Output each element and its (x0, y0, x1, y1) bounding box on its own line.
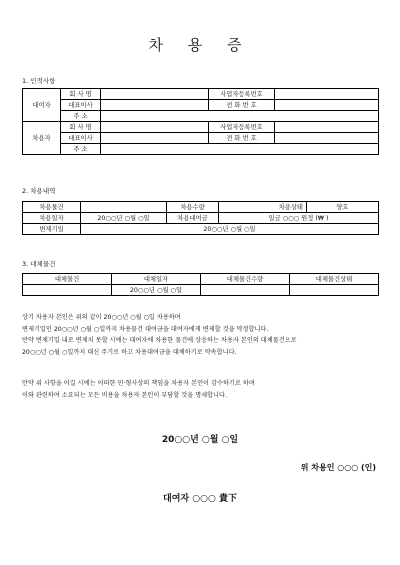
lender-bizno-label: 사업자등록번호 (209, 89, 275, 100)
borrower-phone-field[interactable] (275, 133, 379, 144)
section-1-heading: 1. 인적사항 (22, 77, 56, 85)
terms-line: 만약 변제기일 내로 변제치 못할 시에는 대여자에 차용한 물건에 상응하는 차용자 본인의 대체물건으로 (22, 337, 297, 344)
borrower-ceo-label: 대표이사 (61, 133, 101, 144)
terms-line: 변제기일인 20○○년 ○월 ○일까지 차용물건 대여금을 대여자에게 변제할 것을 약정합니다. (22, 325, 269, 333)
lender-ceo-label: 대표이사 (61, 100, 101, 111)
item-label: 차용물건 (23, 202, 81, 213)
table-row (23, 213, 379, 224)
document-title: 차 용 증 (148, 36, 252, 54)
lender-address-field[interactable] (101, 111, 379, 122)
substitute-date-value: 20○○년 ○월 ○일 (112, 285, 201, 296)
borrower-ceo-field[interactable] (101, 133, 209, 144)
section-3-heading: 3. 대체물건 (22, 260, 56, 268)
lender-addressee: 대여자 ○○○ 貴下 (163, 494, 237, 504)
borrower-company-field[interactable] (101, 122, 209, 133)
lender-bizno-field[interactable] (275, 89, 379, 100)
section-2-heading: 2. 차용내역 (22, 187, 56, 195)
quantity-label: 차용수량 (167, 202, 219, 213)
borrower-bizno-label: 사업자등록번호 (209, 122, 275, 133)
due-date-label: 변제기일 (23, 224, 81, 235)
table-row (23, 285, 379, 296)
table-row (23, 133, 379, 144)
table-row (23, 89, 379, 100)
borrower-signature: 위 차용인 ○○○ (인) (300, 463, 376, 472)
substitute-quantity-value[interactable] (201, 285, 290, 296)
loan-date-label: 차용일자 (23, 213, 81, 224)
lender-phone-field[interactable] (275, 100, 379, 111)
loan-amount-label: 차용대여금 (167, 213, 219, 224)
substitute-item-table (22, 273, 379, 296)
borrower-bizno-field[interactable] (275, 122, 379, 133)
borrower-address-label: 주 소 (61, 144, 101, 155)
status-value: 양호 (307, 202, 379, 213)
borrower-company-label: 회 사 명 (61, 122, 101, 133)
lender-address-label: 주 소 (61, 111, 101, 122)
table-row (23, 144, 379, 155)
loan-amount-value: 일금 ○○○ 원정 (₩ ) (219, 213, 379, 224)
due-date-value: 20○○년 ○월 ○일 (81, 224, 379, 235)
item-field[interactable] (81, 202, 167, 213)
terms-paragraph-2 (22, 378, 382, 401)
substitute-quantity-header: 대체물건수량 (201, 274, 290, 285)
substitute-status-value[interactable] (290, 285, 379, 296)
table-row (23, 202, 379, 213)
lender-label: 대여자 (23, 89, 61, 122)
terms-paragraph-1 (22, 312, 382, 358)
borrower-address-field[interactable] (101, 144, 379, 155)
substitute-item-header: 대체물건 (23, 274, 112, 285)
loan-details-table (22, 201, 379, 235)
document-date: 20○○년 ○월 ○일 (161, 435, 239, 445)
substitute-status-header: 대체물건상태 (290, 274, 379, 285)
table-row (23, 100, 379, 111)
lender-company-field[interactable] (101, 89, 209, 100)
table-row (23, 111, 379, 122)
terms-line: 만약 위 사항을 어길 시에는 어떠한 민·형사상의 책임을 차용자 본인이 감수하기로 하며 (22, 380, 255, 387)
personal-info-table (22, 88, 379, 155)
terms-line: 20○○년 ○월 ○일까지 대신 주기로 하고 차용대여금을 대체하기로 약속합니다. (22, 348, 237, 356)
lender-ceo-field[interactable] (101, 100, 209, 111)
substitute-date-header: 대체일자 (112, 274, 201, 285)
terms-line: 이와 관련하여 소요되는 모든 비용을 차용자 본인이 부담할 것을 명세합니다. (22, 391, 227, 399)
lender-company-label: 회 사 명 (61, 89, 101, 100)
table-row (23, 122, 379, 133)
loan-date-value: 20○○년 ○월 ○일 (81, 213, 167, 224)
table-row (23, 224, 379, 235)
borrower-phone-label: 전 화 번 호 (209, 133, 275, 144)
terms-line: 상기 차용자 본인은 위의 같이 20○○년 ○월 ○일 차용하며 (22, 314, 181, 321)
table-row (23, 274, 379, 285)
status-label: 차용상태 (219, 202, 307, 213)
borrower-label: 차용자 (23, 122, 61, 155)
lender-phone-label: 전 화 번 호 (209, 100, 275, 111)
substitute-item-value[interactable] (23, 285, 112, 296)
